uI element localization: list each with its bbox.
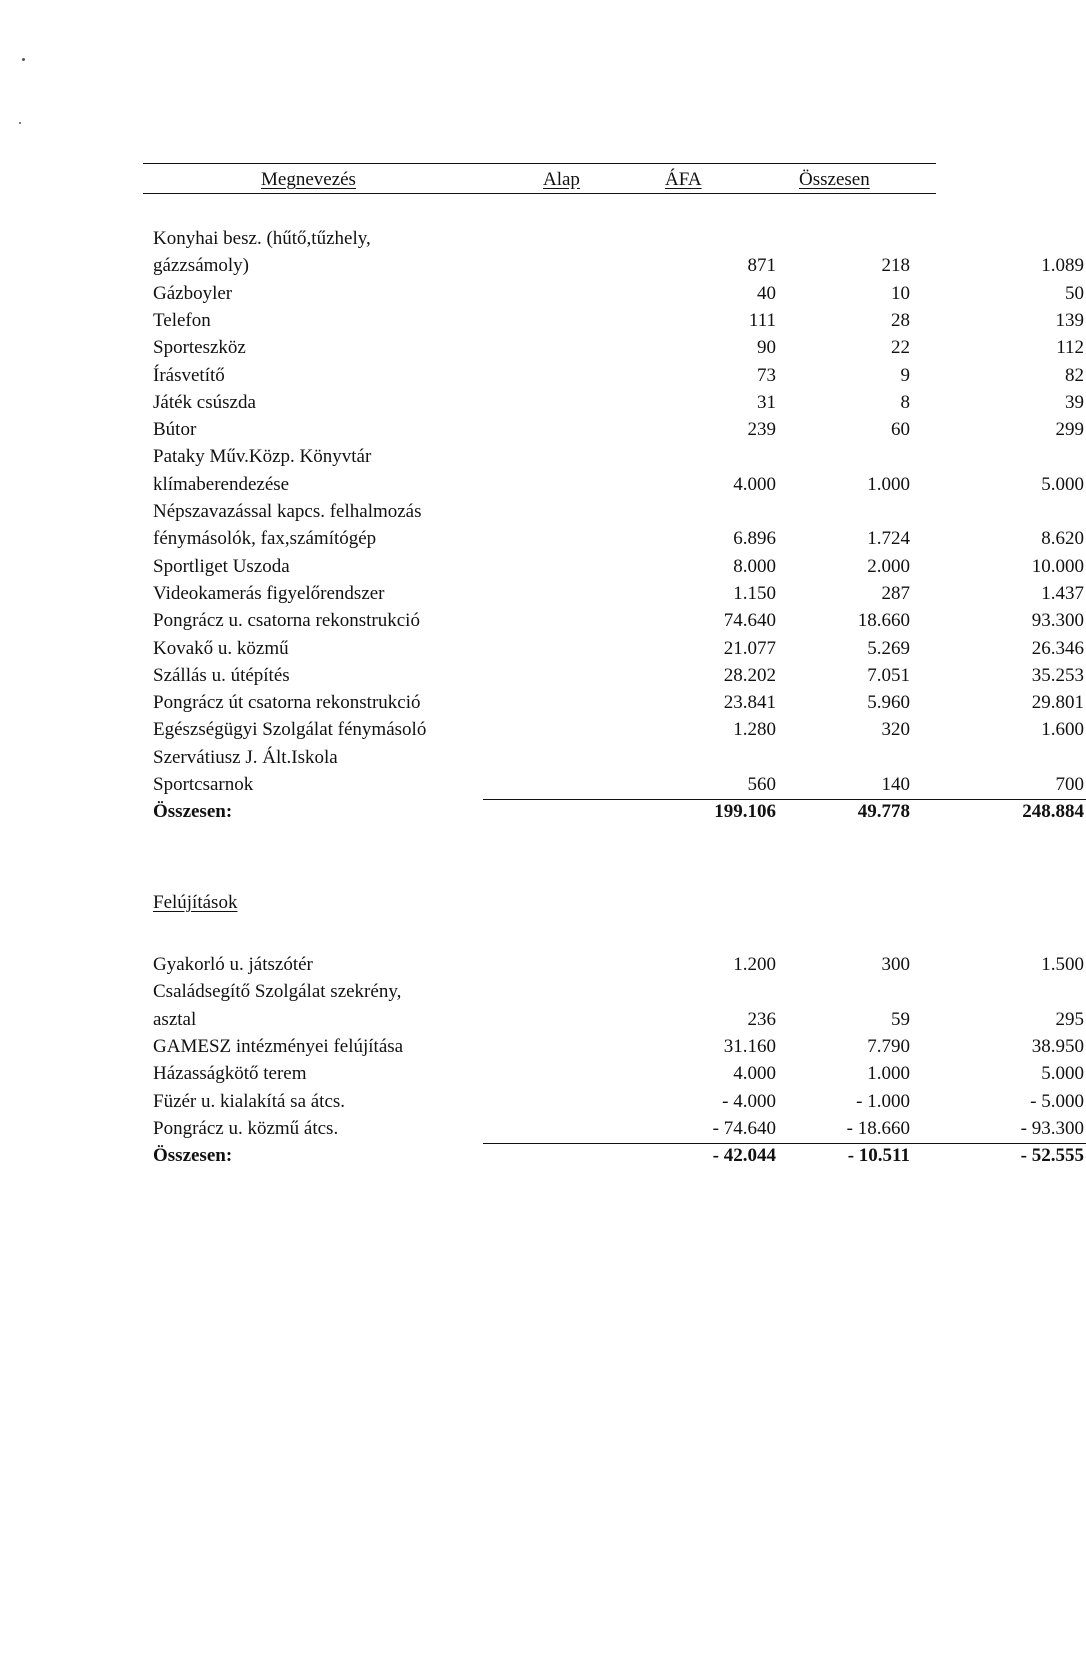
row-afa: 140 — [881, 774, 910, 795]
row-total: 10.000 — [1031, 555, 1084, 577]
header-alap: Alap — [543, 169, 580, 190]
row-label: Egészségügyi Szolgálat fénymásoló — [153, 719, 427, 741]
row-total: 1.600 — [1041, 719, 1084, 741]
table-row — [153, 499, 943, 525]
row-total: 5.000 — [1041, 1063, 1084, 1085]
row-alap: 236 — [747, 1008, 776, 1030]
row-label: gázzsámoly) — [153, 255, 250, 277]
row-alap: - 74.640 — [712, 1117, 776, 1139]
row-alap: 40 — [757, 282, 776, 304]
row-afa: 22 — [891, 337, 910, 359]
row-label: Füzér u. kialakítá sa átcs. — [153, 1090, 346, 1112]
row-alap: 23.841 — [723, 692, 776, 714]
row-alap: 1.200 — [733, 954, 776, 975]
table-row — [153, 526, 1084, 552]
header-osszesen: Összesen — [799, 169, 870, 190]
total-alap: 199.106 — [714, 801, 776, 823]
row-total: 700 — [1055, 774, 1084, 795]
row-total: 295 — [1055, 1008, 1084, 1030]
table-row — [153, 1061, 1084, 1087]
row-total: 139 — [1055, 309, 1084, 331]
row-label: Szervátiusz J. Ált.Iskola — [153, 746, 338, 768]
row-alap: 31.160 — [723, 1035, 776, 1057]
row-label: Sportliget Uszoda — [153, 555, 290, 577]
row-label: Bútor — [153, 419, 197, 441]
row-label: Sporteszköz — [153, 337, 246, 359]
table-row — [153, 1007, 1084, 1033]
row-label: klímaberendezése — [153, 473, 290, 495]
row-alap: 1.150 — [733, 582, 776, 604]
table-row — [153, 390, 1084, 416]
row-total: 39 — [1065, 391, 1084, 413]
total-label: Összesen: — [153, 801, 233, 823]
table-row — [153, 281, 1084, 307]
row-alap: 4.000 — [733, 1063, 776, 1085]
row-label: Pongrácz út csatorna rekonstrukció — [153, 692, 421, 714]
row-afa: - 18.660 — [846, 1117, 910, 1139]
row-afa: 1.000 — [867, 1063, 910, 1085]
scan-speck — [22, 58, 25, 61]
row-label: Pongrácz u. közmű átcs. — [153, 1117, 339, 1139]
table-header — [143, 164, 936, 194]
row-afa: 10 — [891, 282, 910, 304]
row-label: Videokamerás figyelőrendszer — [153, 582, 385, 604]
header-name: Megnevezés — [261, 169, 356, 190]
row-alap: 871 — [747, 255, 776, 277]
table-row — [153, 444, 943, 470]
row-total: 299 — [1055, 419, 1084, 441]
scan-speck — [19, 122, 21, 124]
table-row — [153, 308, 1084, 334]
row-alap: 73 — [757, 364, 776, 386]
table-row — [153, 690, 1084, 716]
table-row — [153, 663, 1084, 689]
row-alap: 111 — [748, 309, 776, 331]
row-label: Gyakorló u. játszótér — [153, 954, 313, 975]
row-alap: 28.202 — [723, 664, 776, 686]
table-row — [153, 581, 1084, 607]
row-alap: - 4.000 — [722, 1090, 776, 1112]
row-afa: 9 — [900, 364, 910, 386]
table-row — [153, 979, 943, 1005]
section-title-felujitasok: Felújítások — [153, 892, 238, 913]
table-row — [153, 253, 1084, 279]
row-total: 112 — [1056, 337, 1084, 359]
row-label: GAMESZ intézményei felújítása — [153, 1035, 404, 1057]
row-afa: 18.660 — [857, 610, 910, 632]
row-afa: 300 — [881, 954, 910, 975]
table-row — [153, 363, 1084, 389]
row-label: Szállás u. útépítés — [153, 664, 290, 686]
row-label: asztal — [153, 1008, 197, 1030]
row-total: 50 — [1065, 282, 1084, 304]
row-total: 26.346 — [1031, 637, 1084, 659]
row-label: Pataky Műv.Közp. Könyvtár — [153, 446, 372, 468]
row-afa: 287 — [881, 582, 910, 604]
row-label: Sportcsarnok — [153, 774, 254, 795]
row-alap: 6.896 — [733, 528, 776, 550]
row-label: Családsegítő Szolgálat szekrény, — [153, 981, 402, 1003]
total-afa: 49.778 — [857, 801, 910, 823]
row-afa: 7.790 — [867, 1035, 910, 1057]
row-total: 35.253 — [1031, 664, 1084, 686]
row-alap: 4.000 — [733, 473, 776, 495]
row-afa: 320 — [881, 719, 910, 741]
table-row — [153, 472, 1084, 498]
row-afa: 8 — [900, 391, 910, 413]
row-label: Gázboyler — [153, 282, 233, 304]
row-alap: 74.640 — [723, 610, 776, 632]
row-total: 38.950 — [1031, 1035, 1084, 1057]
row-alap: 21.077 — [723, 637, 776, 659]
table-row — [153, 1089, 1084, 1115]
row-label: Házasságkötő terem — [153, 1063, 307, 1085]
row-total: 1.089 — [1041, 255, 1084, 277]
table-row — [153, 636, 1084, 662]
row-label: Népszavazással kapcs. felhalmozás — [153, 501, 422, 522]
row-total: 93.300 — [1031, 610, 1084, 632]
table-row — [153, 952, 1084, 978]
row-alap: 90 — [757, 337, 776, 359]
header-afa: ÁFA — [665, 169, 702, 190]
row-label: Játék csúszda — [153, 391, 256, 413]
row-label: Konyhai besz. (hűtő,tűzhely, — [153, 228, 371, 249]
row-label: Telefon — [153, 309, 211, 331]
row-afa: 2.000 — [867, 555, 910, 577]
total-label: Összesen: — [153, 1145, 233, 1167]
row-afa: - 1.000 — [856, 1090, 910, 1112]
total-alap: - 42.044 — [712, 1145, 776, 1167]
total-afa: - 10.511 — [847, 1145, 910, 1167]
row-alap: 31 — [757, 391, 776, 413]
table-row — [153, 417, 1084, 443]
row-total: 29.801 — [1031, 692, 1084, 714]
row-afa: 28 — [891, 309, 910, 331]
row-afa: 5.960 — [867, 692, 910, 714]
row-total: 5.000 — [1041, 473, 1084, 495]
row-label: Pongrácz u. csatorna rekonstrukció — [153, 610, 420, 632]
table-row — [153, 608, 1084, 634]
row-alap: 560 — [747, 774, 776, 795]
table-row — [153, 772, 1084, 798]
total-row — [153, 799, 1084, 825]
row-afa: 59 — [891, 1008, 910, 1030]
row-total: - 93.300 — [1020, 1117, 1084, 1139]
table-row — [153, 1034, 1084, 1060]
row-alap: 1.280 — [733, 719, 776, 741]
table-row — [153, 745, 943, 771]
row-alap: 8.000 — [733, 555, 776, 577]
table-row — [153, 335, 1084, 361]
row-total: - 5.000 — [1030, 1090, 1084, 1112]
total-row — [153, 1143, 1084, 1169]
row-total: 82 — [1065, 364, 1084, 386]
row-label: fénymásolók, fax,számítógép — [153, 528, 377, 550]
row-afa: 1.724 — [867, 528, 910, 550]
row-afa: 60 — [891, 419, 910, 441]
row-label: Írásvetítő — [153, 364, 225, 386]
table-row — [153, 226, 943, 252]
row-afa: 1.000 — [867, 473, 910, 495]
row-total: 1.500 — [1041, 954, 1084, 975]
total-osszesen: - 52.555 — [1020, 1145, 1084, 1167]
row-total: 1.437 — [1041, 582, 1084, 604]
header-bottom-rule — [143, 193, 936, 194]
row-afa: 7.051 — [867, 664, 910, 686]
table-row — [153, 554, 1084, 580]
row-afa: 5.269 — [867, 637, 910, 659]
row-total: 8.620 — [1041, 528, 1084, 550]
table-row — [153, 1116, 1084, 1142]
table-row — [153, 717, 1084, 743]
row-alap: 239 — [747, 419, 776, 441]
row-label: Kovakő u. közmű — [153, 637, 289, 659]
total-osszesen: 248.884 — [1022, 801, 1084, 823]
row-afa: 218 — [881, 255, 910, 277]
